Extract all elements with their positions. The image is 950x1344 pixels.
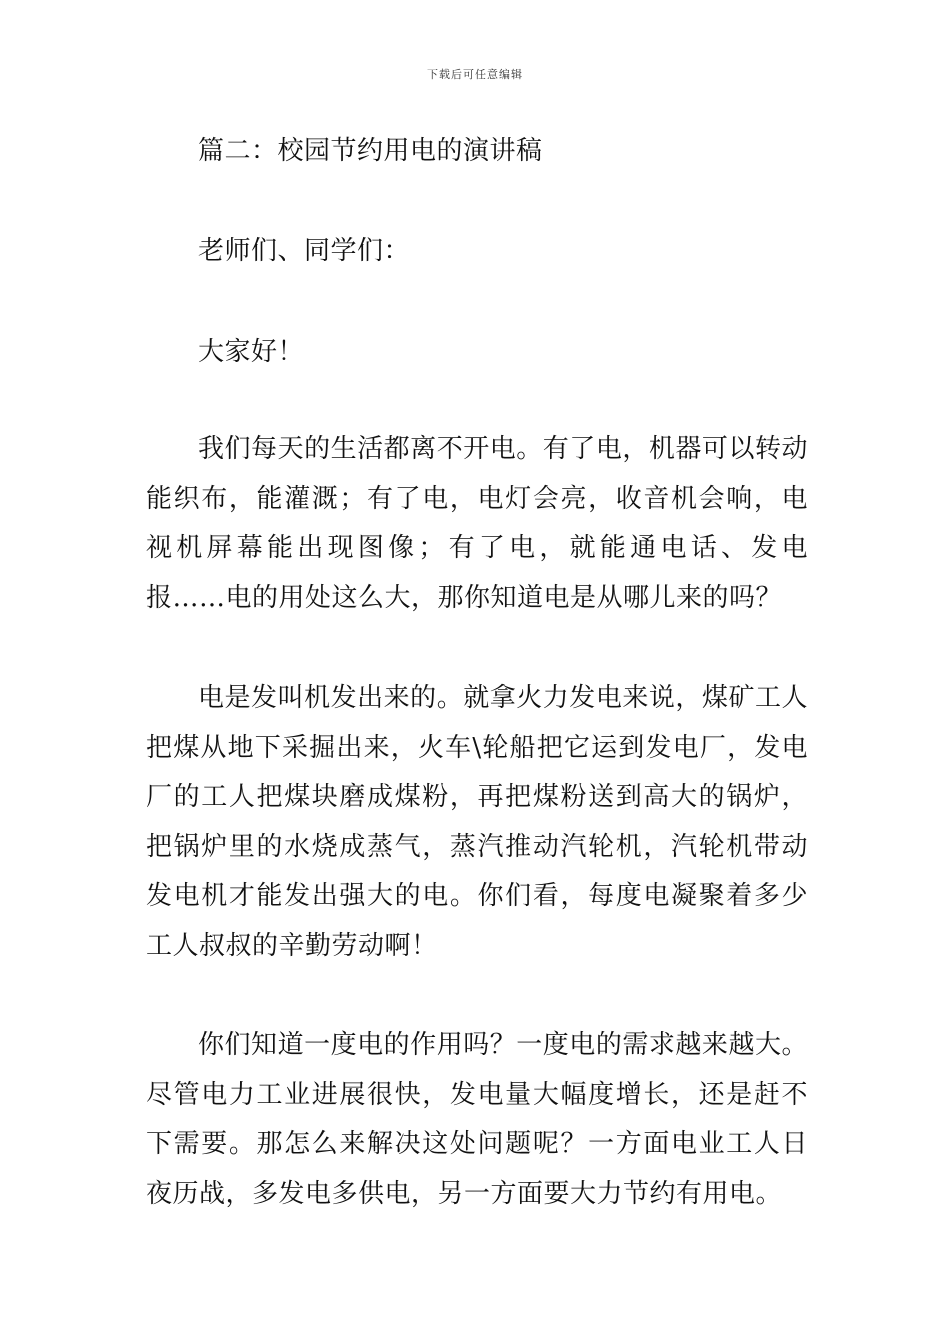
body-paragraph-1: 我们每天的生活都离不开电。有了电，机器可以转动能织布，能灌溉；有了电，电灯会亮，收音机会响，电视机屏幕能出现图像；有了电，就能通电话、发电报……电的用处这么大，那你知道电是从哪儿来的吗？ [146, 434, 808, 613]
body-paragraph-2: 电是发叫机发出来的。就拿火力发电来说，煤矿工人把煤从地下采掘出来，火车\轮船把它运到发电厂，发电厂的工人把煤块磨成煤粉，再把煤粉送到高大的锅炉，把锅炉里的水烧成蒸气，蒸汽推动汽轮机，汽轮机带动发电机才能发出强大的电。你们看，每度电凝聚着多少工人叔叔的辛勤劳动啊！ [146, 683, 808, 961]
document-title: 篇二：校园节约用电的演讲稿 [198, 136, 543, 166]
header-note: 下载后可任意编辑 [427, 68, 523, 81]
greeting-hello: 大家好！ [198, 337, 305, 367]
body-paragraph-3: 你们知道一度电的作用吗？一度电的需求越来越大。尽管电力工业进展很快，发电量大幅度增长，还是赶不下需要。那怎么来解决这处问题呢？一方面电业工人日夜历战，多发电多供电，另一方面要大力节约有用电。 [146, 1030, 808, 1209]
greeting-audience: 老师们、同学们： [198, 236, 411, 266]
